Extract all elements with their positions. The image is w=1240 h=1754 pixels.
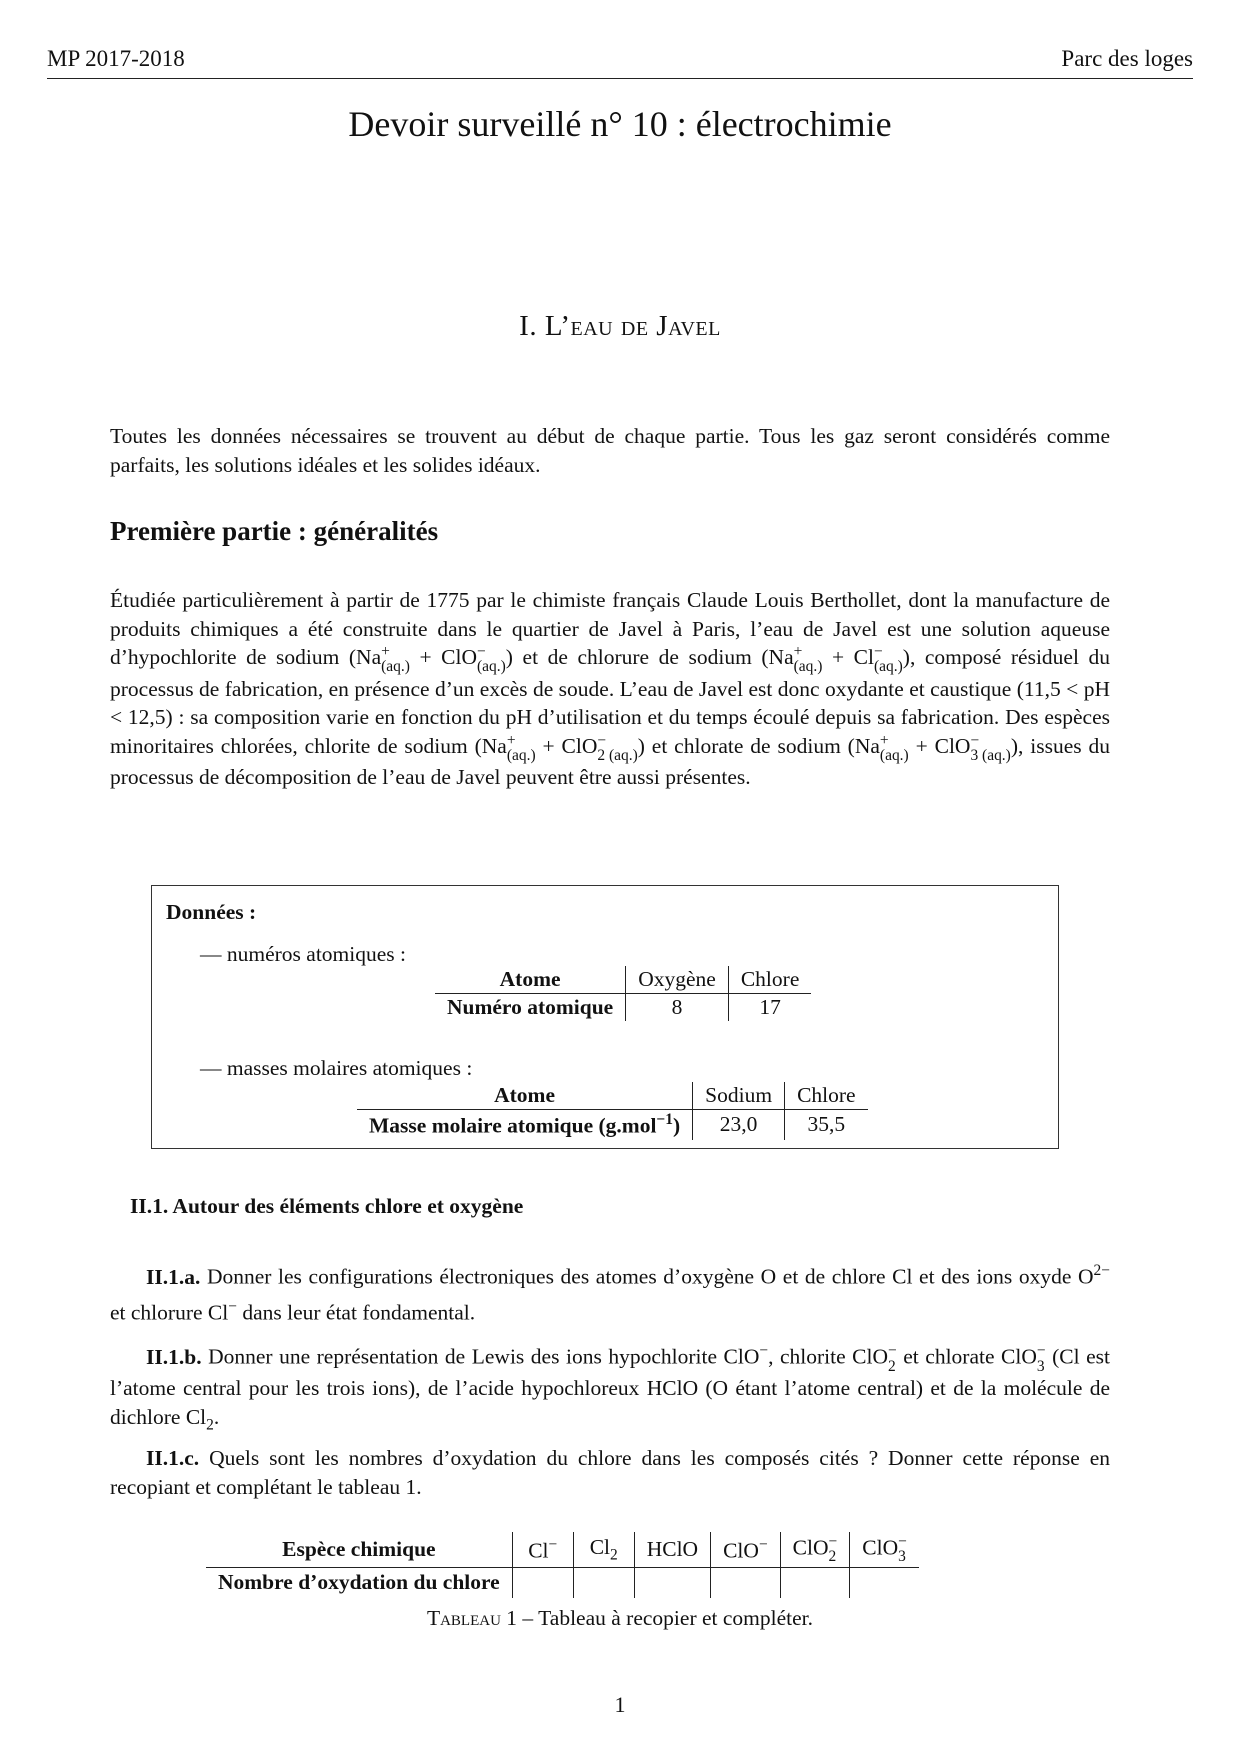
document-title: Devoir surveillé n° 10 : électrochimie — [348, 104, 892, 144]
table-cell: 17 — [728, 994, 811, 1022]
table-cell: Nombre d’oxydation du chlore — [218, 1570, 500, 1595]
answer-cell — [711, 1567, 781, 1598]
section-title: I. L’eau de Javel — [519, 310, 721, 342]
header-left: MP 2017-2018 — [47, 46, 185, 71]
table-row — [357, 1110, 868, 1140]
table-cell: 35,5 — [785, 1110, 868, 1140]
table-cell: Masse molaire atomique (g.mol$^{-1}$) — [369, 1111, 681, 1138]
question-heading: II.1. Autour des éléments chlore et oxygène — [130, 1194, 524, 1218]
table-header-cell: Oxygène — [626, 966, 729, 994]
question-a: II.1.a. Donner les configurations électroniques des atomes d’oxygène O et de chlore Cl et des ions oxyde $O^{2-}$ et chlorure Cl− dans leur état fondamental. — [110, 1262, 1110, 1324]
answer-cell — [573, 1567, 634, 1598]
table-cell: 23,0 — [693, 1110, 785, 1140]
table-row — [206, 1567, 919, 1598]
table-header-cell: Atome — [435, 966, 626, 994]
answer-cell — [634, 1567, 710, 1598]
table-cell: 8 — [626, 994, 729, 1022]
molar-masses-bullet: — masses molaires atomiques : — [200, 1056, 473, 1080]
question-b: II.1.b. Donner une représentation de Lewis des ions hypochlorite ClO−, chlorite ClO − 2 et chlorate ClO − 3 (Cl est l’atome central pour les trois ions), de l’acide hypochloreux HClO (O étant l’atome central) et de la molécule de dichlore $Cl_2$. — [110, 1342, 1111, 1434]
table-header-cell: Atome — [357, 1082, 693, 1110]
answer-cell — [780, 1567, 850, 1598]
species-cl2: $Cl_2$ — [573, 1532, 634, 1567]
answer-cell — [512, 1567, 573, 1598]
javel-paragraph: Étudiée particulièrement à partir de 1775 par le chimiste français Claude Louis Berthollet, dont la manufacture de produits chimiques a été construite dans le quartier de Javel à Paris, l’eau de Javel est une solution aqueuse d’hypochlorite de sodium (Na + (aq.) + ClO − (aq.) ) et de chlorure de sodium (Na + (aq.) + Cl − (aq.) ), composé résiduel du processus de fabrication, en présence d’un excès de soude. L’eau de Javel est donc oxydante et caustique (11,5 < pH < 12,5) : sa composition varie en fonction du pH d’utilisation et du temps écoulé depuis sa fabrication. Des espèces minoritaires chlorées, chlorite de sodium (Na + (aq.) + ClO − 2 (aq.) ) et chlorate de sodium (Na + (aq.) + ClO − 3 (aq.) ), issues du processus de décomposition de l’eau de Javel peuvent être aussi présentes. — [110, 588, 1111, 790]
species-clo-minus: ClO− — [711, 1532, 781, 1567]
species-clo2-minus: ClO − 2 — [780, 1532, 850, 1567]
part-title: Première partie : généralités — [110, 516, 439, 546]
molar-masses-table — [357, 1082, 868, 1140]
header-right: Parc des loges — [1061, 46, 1193, 71]
species-clo3-minus: ClO − 3 — [850, 1532, 919, 1567]
data-box — [151, 885, 1059, 1149]
atomic-numbers-bullet: — numéros atomiques : — [200, 942, 407, 966]
table-caption: Tableau 1 – Tableau à recopier et compléter. — [426, 1606, 814, 1630]
table-row — [435, 966, 811, 994]
oxidation-table — [206, 1532, 919, 1598]
table-cell: Numéro atomique — [447, 995, 614, 1019]
table-header-cell: Chlore — [785, 1082, 868, 1110]
table-row — [206, 1532, 919, 1567]
header-rule — [47, 78, 1193, 79]
table-row — [435, 994, 811, 1022]
table-header-cell: Sodium — [693, 1082, 785, 1110]
intro-paragraph: Toutes les données nécessaires se trouvent au début de chaque partie. Tous les gaz seront considérés comme parfaits, les solutions idéales et les solides idéaux. — [110, 424, 1110, 477]
table-row — [357, 1082, 868, 1110]
page-number: 1 — [614, 1692, 626, 1717]
atomic-numbers-table — [435, 966, 811, 1021]
species-hclo: HClO — [634, 1532, 710, 1567]
question-c: II.1.c. Quels sont les nombres d’oxydation du chlore dans les composés cités ? Donner cette réponse en recopiant et complétant le tableau 1. — [110, 1446, 1110, 1499]
table-header-cell: Espèce chimique — [206, 1532, 512, 1567]
table-header-cell: Chlore — [728, 966, 811, 994]
answer-cell — [850, 1567, 919, 1598]
species-cl-minus: Cl− — [512, 1532, 573, 1567]
data-box-title: Données : — [166, 900, 257, 924]
